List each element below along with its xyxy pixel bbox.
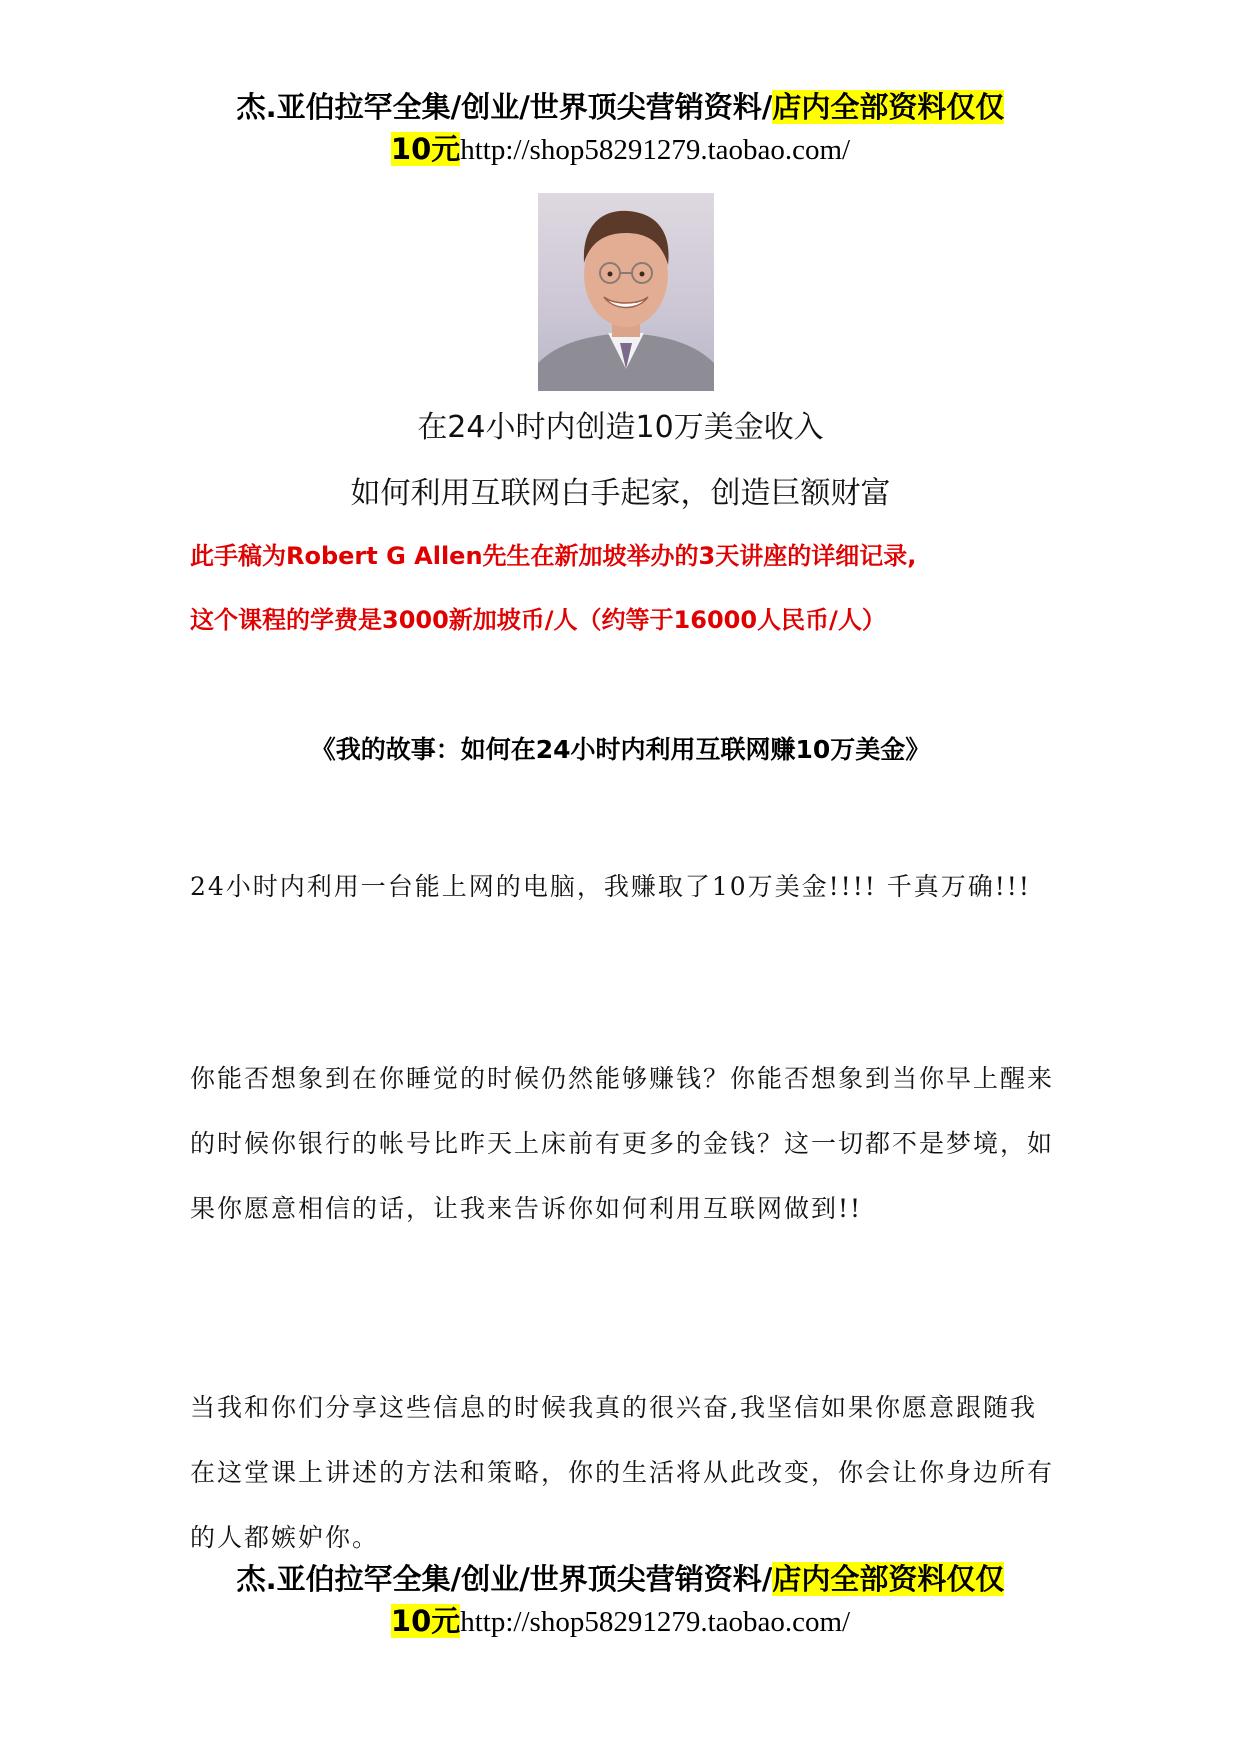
header-banner: [0, 86, 1241, 171]
banner-highlight: 店内全部资料仅仅: [772, 90, 1005, 124]
footer-banner-line-1: [0, 1558, 1241, 1600]
banner-url-link[interactable]: http://shop58291279.taobao.com/: [460, 134, 851, 166]
story-title: 《我的故事：如何在24小时内利用互联网赚10万美金》: [310, 735, 931, 764]
footer-banner-price: 10元: [390, 1604, 461, 1638]
paragraph-2: 你能否想象到在你睡觉的时候仍然能够赚钱？你能否想象到当你早上醒来的时候你银行的帐号比昨天上床前有更多的金钱？这一切都不是梦境，如果你愿意相信的话，让我来告诉你如何利用互联网做到!!: [190, 1064, 1055, 1223]
banner-price: 10元: [390, 132, 461, 166]
portrait-illustration: [538, 193, 714, 391]
footer-banner-highlight: 店内全部资料仅仅: [772, 1562, 1005, 1596]
banner-line-2: [0, 128, 1241, 171]
footer-banner-url-link[interactable]: http://shop58291279.taobao.com/: [460, 1606, 851, 1638]
footer-banner-line-2: [0, 1600, 1241, 1643]
banner-line-1: [0, 86, 1241, 128]
portrait-photo: [538, 193, 714, 391]
footer-banner-title: 杰.亚伯拉罕全集/创业/世界顶尖营销资料/: [236, 1562, 773, 1596]
intro-line-1: 此手稿为Robert G Allen先生在新加坡举办的3天讲座的详细记录,: [190, 542, 917, 570]
banner-title: 杰.亚伯拉罕全集/创业/世界顶尖营销资料/: [236, 90, 773, 124]
subtitle-income: 在24小时内创造10万美金收入: [417, 410, 824, 445]
paragraph-3: 当我和你们分享这些信息的时候我真的很兴奋,我坚信如果你愿意跟随我在这堂课上讲述的方法和策略，你的生活将从此改变，你会让你身边所有的人都嫉妒你。: [190, 1393, 1055, 1552]
subtitle-internet: 如何利用互联网白手起家，创造巨额财富: [350, 476, 891, 511]
footer-banner: [0, 1558, 1241, 1643]
intro-line-2: 这个课程的学费是3000新加坡币/人（约等于16000人民币/人）: [190, 606, 886, 634]
paragraph-1: 24小时内利用一台能上网的电脑，我赚取了10万美金!!!! 千真万确!!!: [190, 872, 1031, 901]
